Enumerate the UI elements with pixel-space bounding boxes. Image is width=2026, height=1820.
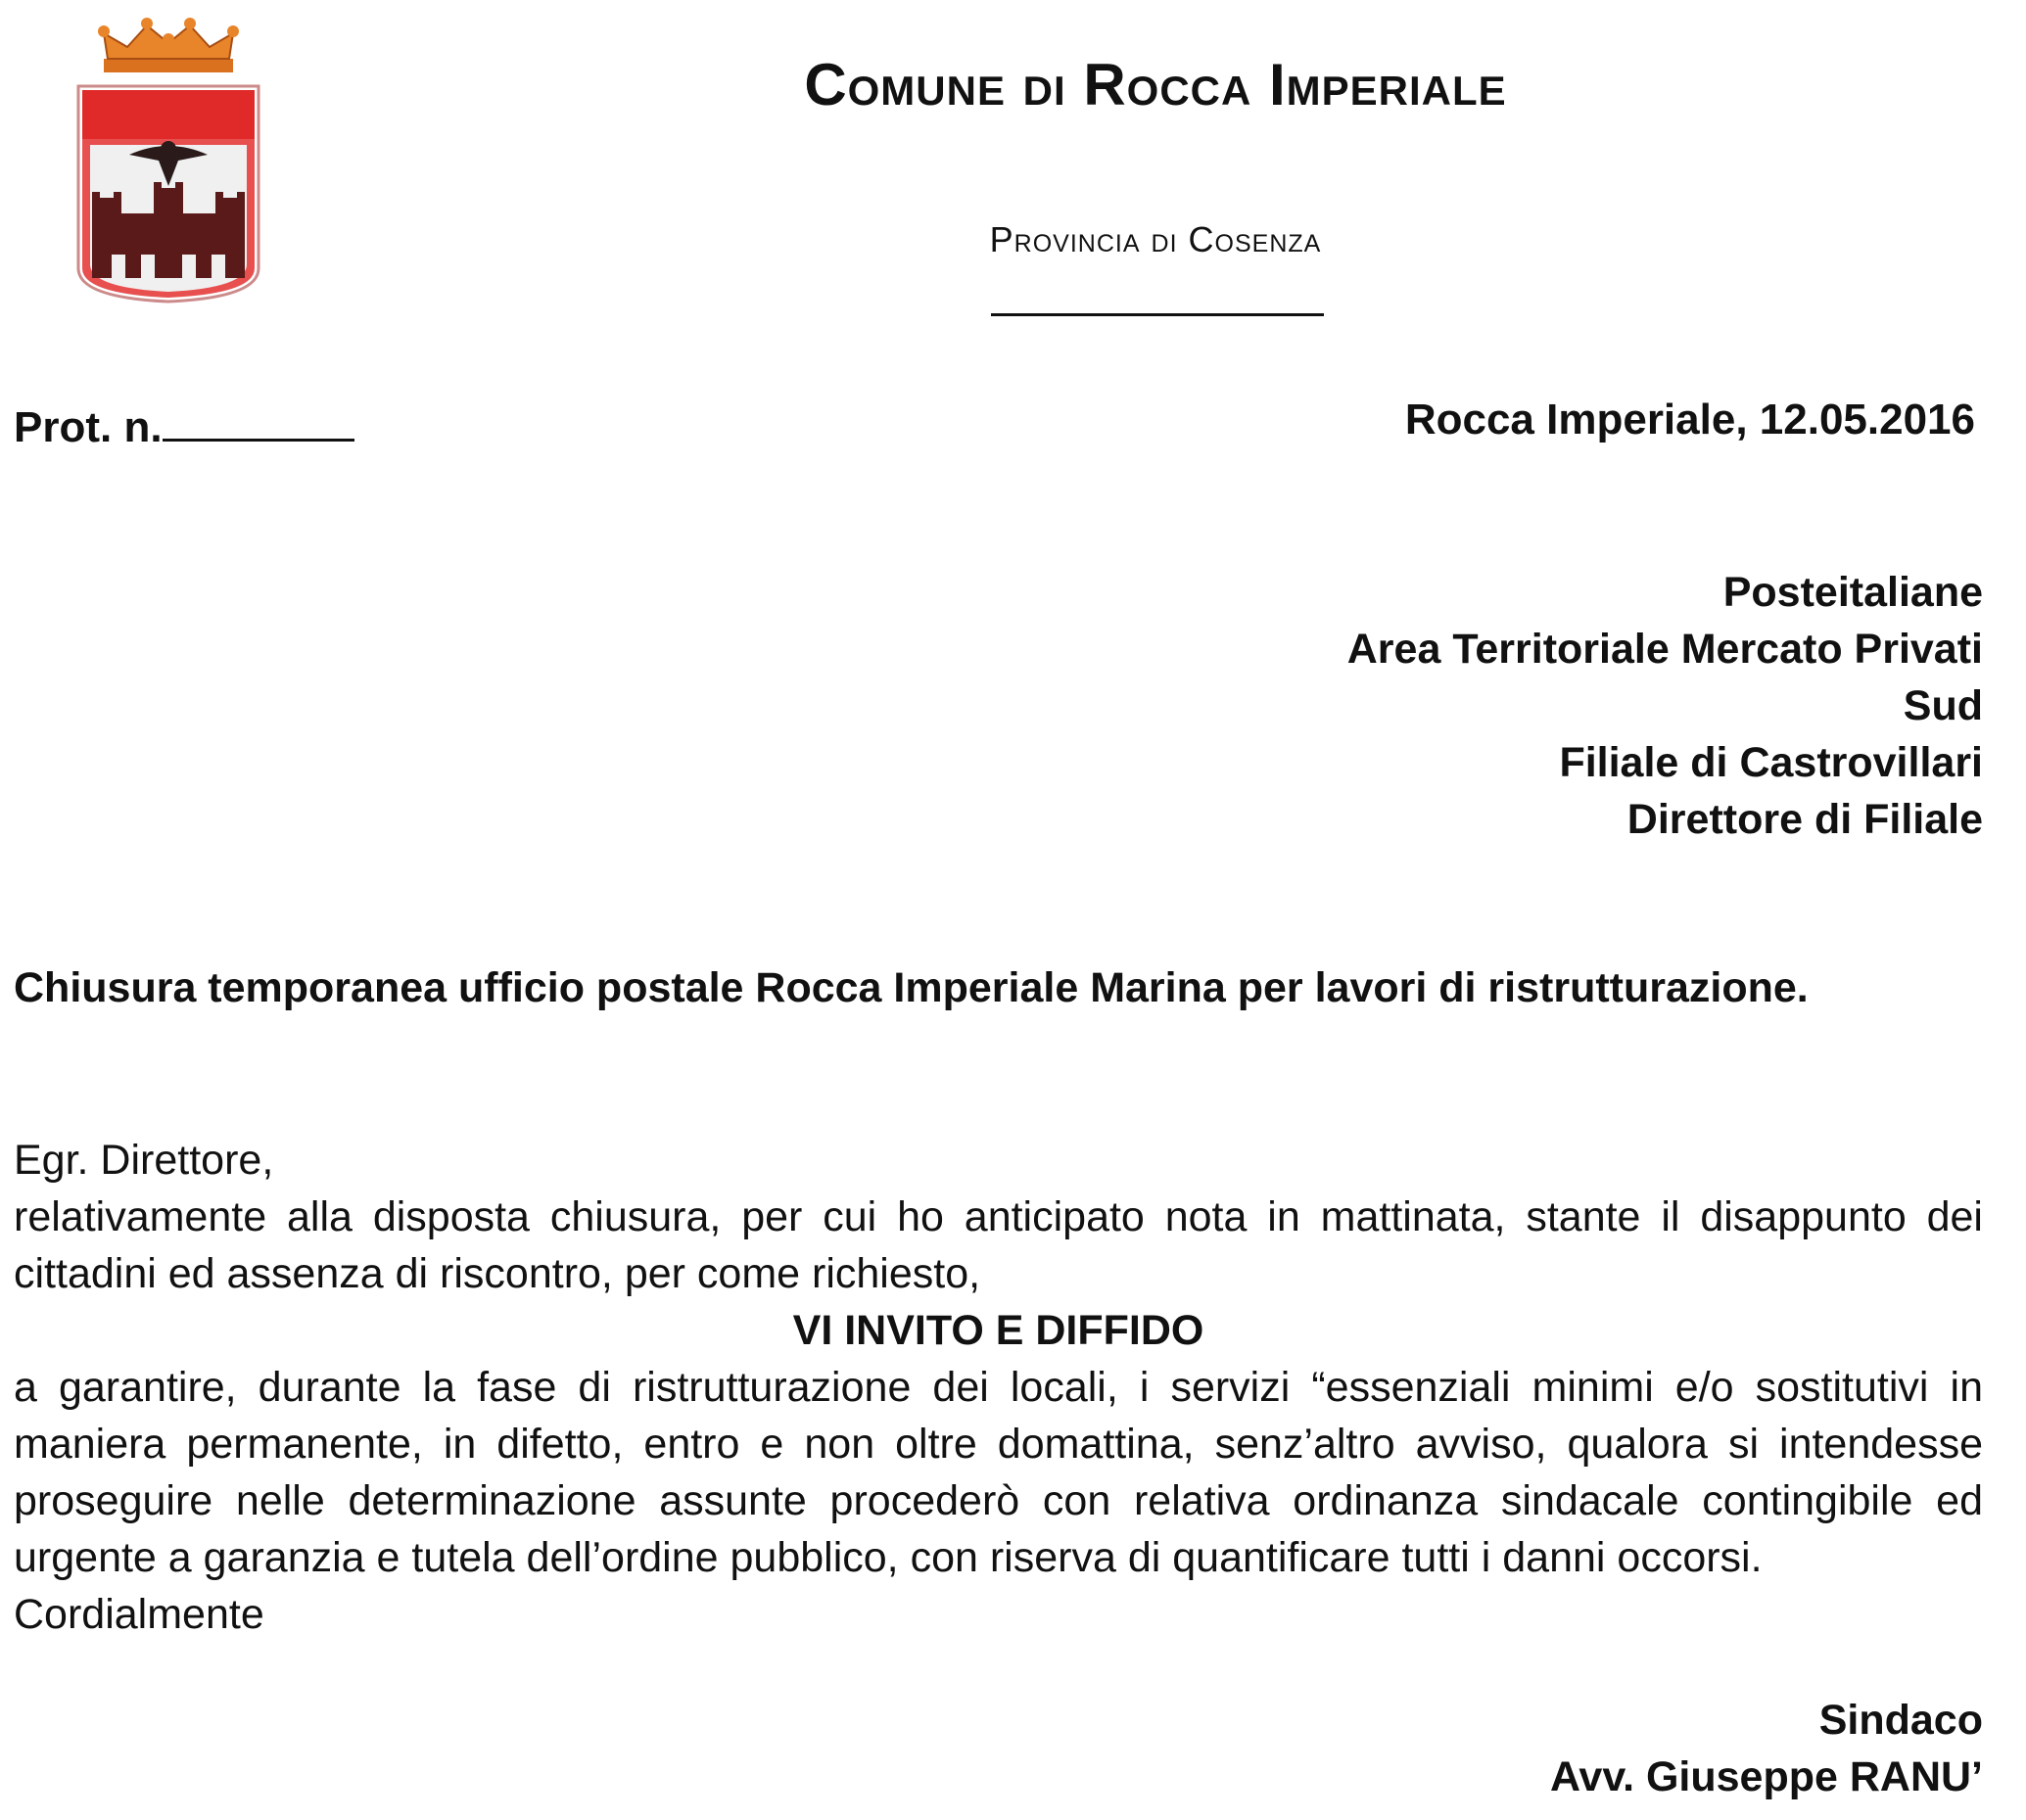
recipient-line: Area Territoriale Mercato Privati [1346,626,1983,673]
salutation: Egr. Direttore, [14,1137,274,1184]
protocol-blank-line [163,399,354,442]
protocol-label: Prot. n. [14,403,163,451]
signer-name: Avv. Giuseppe RANU’ [1549,1753,1983,1800]
recipient-block [1102,564,1983,848]
intro-paragraph: relativamente alla disposta chiusura, per cui ho anticipato nota in mattinata, stante il disappunto dei cittadini ed assenza di riscontro, per come richiesto, [14,1193,1983,1297]
recipient-line: Posteitaliane [1722,569,1983,616]
closing: Cordialmente [14,1591,264,1638]
letter-subject: Chiusura temporanea ufficio postale Rocca Imperiale Marina per lavori di ristrutturazione. [14,964,1809,1011]
formal-notice-heading: VI INVITO E DIFFIDO [792,1307,1204,1354]
signature-block [1297,1692,1983,1805]
recipient-line: Sud [1903,682,1983,729]
municipal-crest-logo [71,12,266,305]
letter-date: Rocca Imperiale, 12.05.2016 [1404,396,1975,443]
crown-icon [98,18,239,72]
recipient-line: Direttore di Filiale [1626,796,1983,843]
recipient-line: Filiale di Castrovillari [1559,739,1983,786]
signer-role: Sindaco [1818,1697,1983,1744]
letter-body [14,1132,1983,1643]
header-divider [991,313,1324,316]
castle-icon [92,182,245,278]
municipality-title: Comune di Rocca Imperiale [804,52,1507,117]
main-paragraph: a garantire, durante la fase di ristrutturazione dei locali, i servizi “essenziali minimi e/o sostitutivi in maniera permanente, in difetto, entro e non oltre domattina, senz’altro avviso, qualora si intendesse proseguire nelle determinazione assunte procederò con relativa ordinanza sindacale contingibile ed urgente a garanzia e tutela dell’ordine pubblico, con riserva di quantificare tutti i danni occorsi. [14,1364,1983,1581]
protocol-number [14,399,354,452]
province-subtitle: Provincia di Cosenza [989,219,1322,259]
